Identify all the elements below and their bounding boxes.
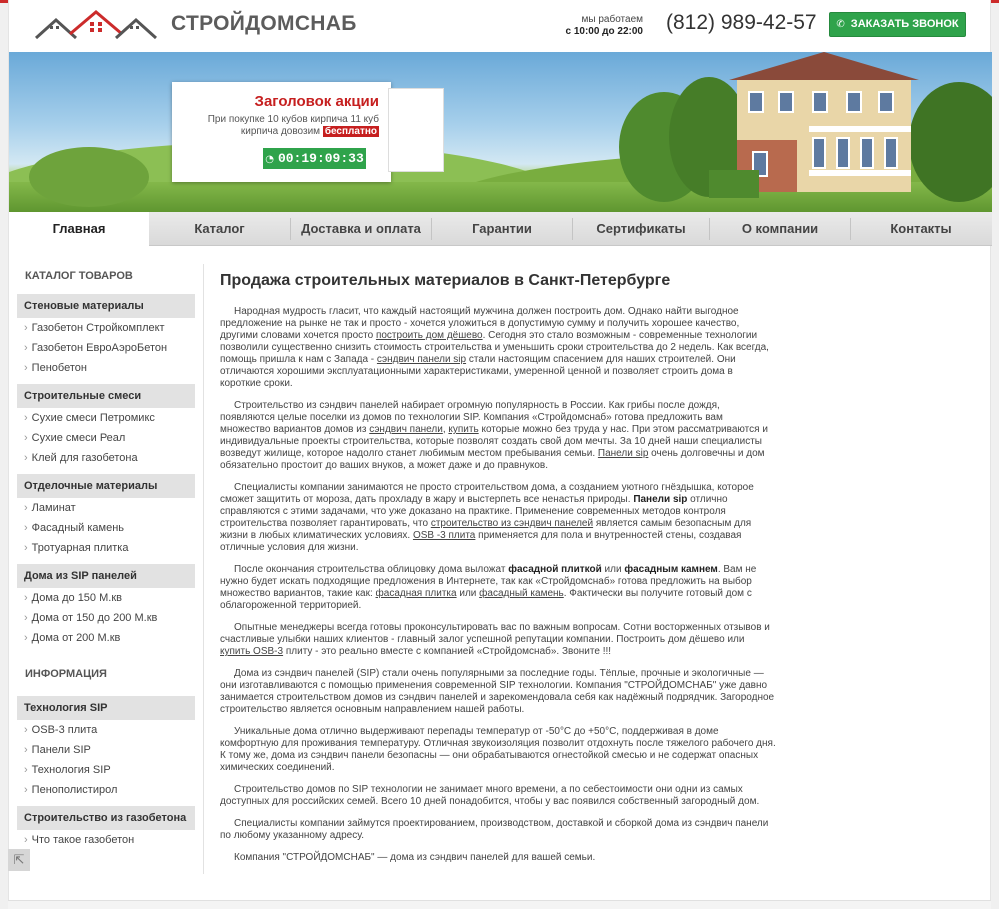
banner-bush	[29, 147, 149, 207]
info-heading: ИНФОРМАЦИЯ	[25, 668, 107, 680]
sidebar	[17, 264, 195, 850]
phone-icon: ✆	[836, 19, 845, 30]
paragraph	[220, 482, 776, 554]
promo-timer	[263, 148, 366, 169]
sidebar-link-label: Клей для газобетона	[31, 452, 138, 464]
sidebar-link-label: Газобетон Стройкомплект	[31, 322, 165, 334]
promo-image	[388, 88, 444, 172]
paragraph: Дома из сэндвич панелей (SIP) стали очень популярными за последние годы. Тёплые, прочные и экологичные — они изготавливаются с помощью применения современной SIP технологии. Компания "СТРОЙДОМСНАБ" уже давно занимается строительством домов из сэндвич панелей и зарекомендовала себя как надёжный подрядчик. Загородное строительство является основным направлением нашей работы.	[220, 668, 775, 715]
bold-text: фасадным камнем	[624, 564, 718, 575]
inline-link[interactable]: купить	[448, 424, 479, 435]
sidebar-link[interactable]	[17, 318, 195, 338]
sidebar-link-label: Технология SIP	[31, 764, 111, 776]
sidebar-link-label: Пенобетон	[31, 362, 87, 374]
house-illustration	[709, 52, 939, 202]
bullet-icon: ›	[24, 592, 28, 604]
bullet-icon: ›	[24, 764, 28, 776]
promo-text-part: кирпича довозим	[240, 126, 321, 137]
sidebar-link[interactable]	[17, 518, 195, 538]
bullet-icon: ›	[24, 784, 28, 796]
sidebar-link[interactable]	[17, 780, 195, 800]
hero-banner	[9, 52, 992, 212]
bullet-icon: ›	[24, 542, 28, 554]
bullet-icon: ›	[24, 432, 28, 444]
paragraph: Строительство домов по SIP технологии не занимает много времени, а по себестоимости они одни из самых доступных для российских семей. Всего 10 дней понадобится, чтобы у вас появился собственный загородный дом.	[220, 784, 760, 807]
resize-icon[interactable]: ⇱	[8, 849, 30, 871]
sidebar-link[interactable]	[17, 628, 195, 648]
paragraph: Компания "СТРОЙДОМСНАБ" — дома из сэндвич панелей для вашей семьи.	[234, 852, 596, 863]
logo-icon[interactable]	[34, 8, 159, 40]
brand-name[interactable]: СТРОЙДОМСНАБ	[171, 12, 357, 35]
sidebar-link-label: Тротуарная плитка	[31, 542, 129, 554]
inline-link[interactable]: построить дом дёшево	[375, 330, 483, 341]
promo-box	[172, 82, 391, 182]
sidebar-link[interactable]	[17, 428, 195, 448]
bullet-icon: ›	[24, 834, 28, 846]
promo-text-line: При покупке 10 кубов кирпича 11 куб	[207, 114, 379, 125]
paragraph	[220, 622, 776, 658]
inline-link[interactable]: фасадная плитка	[375, 588, 457, 599]
sidebar-link[interactable]	[17, 338, 195, 358]
promo-free-badge: бесплатно	[324, 126, 377, 137]
text: или	[456, 588, 480, 599]
text: плиту - это реально вместе с компанией «Стройдомснаб». Звоните !!!	[283, 646, 612, 657]
inline-link[interactable]: сэндвич панели	[369, 424, 443, 435]
sidebar-link-label: Дома до 150 М.кв	[31, 592, 122, 604]
nav-item-contacts[interactable]: Контакты	[890, 221, 952, 236]
nav-item-guarantees[interactable]: Гарантии	[472, 221, 532, 236]
text: . Сегодня это стало возможным - современные технологии позволили существенно снизить стоимость строительства и уменьшить сроки строительства до 2 недель. Как всегда, помощь пришла к нам с Запада -	[220, 330, 769, 365]
page-title: Продажа строительных материалов в Санкт-Петербурге	[220, 272, 671, 289]
sidebar-category[interactable]: Строительные смеси	[17, 384, 195, 408]
hours-label: мы работаем	[581, 14, 643, 25]
nav-item-delivery[interactable]: Доставка и оплата	[301, 221, 421, 236]
text: отлично справляются с этими задачами, что уже доказано на практике. Применение современных методов контроля строительства позволяет гарантировать, что	[220, 494, 728, 529]
text: Строительство из сэндвич панелей набирает огромную популярность в России. Как грибы после дождя, появляются целые поселки из домов по технологии SIP. Компания «Стройдомснаб» готова предложить вам множество вариантов домов из	[220, 400, 723, 435]
text: которые можно без труда у нас. При этом рассматриваются и индивидуальные проекты строительства, которые позволят создать свой дом мечты. За 10 дней наши специалисты возведут жилище, которое надолго станет любимым местом пребывания семьи.	[220, 424, 768, 459]
sidebar-category[interactable]: Дома из SIP панелей	[17, 564, 195, 588]
nav-item-about[interactable]: О компании	[741, 221, 819, 236]
text: применяется для пола и внутренностей стены, создавая отличные условия для жизни.	[220, 530, 742, 553]
bullet-icon: ›	[24, 502, 28, 514]
text: ,	[442, 424, 449, 435]
footer-strip	[8, 900, 991, 909]
bold-text: Панели sip	[633, 494, 688, 505]
bullet-icon: ›	[24, 452, 28, 464]
sidebar-link[interactable]	[17, 830, 195, 850]
call-back-label: ЗАКАЗАТЬ ЗВОНОК	[850, 18, 959, 30]
timer-value: 00:19:09:33	[277, 151, 364, 166]
bullet-icon: ›	[24, 724, 28, 736]
sidebar-link[interactable]	[17, 448, 195, 468]
sidebar-link-label: Газобетон ЕвроАэроБетон	[31, 342, 168, 354]
paragraph	[220, 306, 776, 390]
sidebar-link[interactable]	[17, 760, 195, 780]
sidebar-link[interactable]	[17, 740, 195, 760]
sidebar-link[interactable]	[17, 538, 195, 558]
main-content	[203, 264, 788, 874]
catalog-heading: КАТАЛОГ ТОВАРОВ	[25, 270, 133, 282]
phone-number[interactable]: (812) 989-42-57	[666, 11, 817, 34]
working-hours	[549, 14, 643, 38]
bold-text: фасадной плиткой	[508, 564, 602, 575]
inline-link[interactable]: сэндвич панели sip	[376, 354, 467, 365]
sidebar-link-label: OSB-3 плита	[31, 724, 98, 736]
hours-value: с 10:00 до 22:00	[565, 26, 643, 37]
text: . Вам не нужно будет искать подходящие предложения в Интернете, так как «Стройдомснаб» готова предложить на выбор множество вариантов, такие как:	[220, 564, 757, 599]
paragraph	[220, 564, 776, 612]
article-body	[220, 306, 776, 874]
sidebar-link[interactable]	[17, 358, 195, 378]
sidebar-link-label: Ламинат	[31, 502, 76, 514]
paragraph	[220, 400, 776, 472]
text: Народная мудрость гласит, что каждый настоящий мужчина должен построить дом. Однако найти выгодное предложение на рынке не так и просто - хочется уложиться в допустимую сумму и получить хорошее качество, другими словами хочется просто	[220, 306, 740, 341]
sidebar-category[interactable]: Технология SIP	[17, 696, 195, 720]
call-back-button[interactable]	[829, 12, 966, 37]
bullet-icon: ›	[24, 322, 28, 334]
promo-text	[172, 114, 379, 138]
inline-link[interactable]: строительство из сэндвич панелей	[430, 518, 594, 529]
sidebar-link[interactable]	[17, 720, 195, 740]
text: Специалисты компании занимаются не просто строительством дома, а созданием уютного гнёздышка, которое сможет защитить от мороза, дать прохладу в жару и выстерпеть все ненастья природы.	[220, 482, 754, 505]
sidebar-link-label: Сухие смеси Петромикс	[31, 412, 155, 424]
text: или	[601, 564, 625, 575]
sidebar-category[interactable]: Отделочные материалы	[17, 474, 195, 498]
text: Опытные менеджеры всегда готовы проконсультировать вас по важным вопросам. Сотни восторженных отзывов и счастливые улыбки наших клиентов - главный залог успешной репутации компании. Построить дом дёшево или	[220, 622, 770, 645]
sidebar-link[interactable]	[17, 608, 195, 628]
main-nav	[9, 212, 992, 246]
nav-item-certificates[interactable]: Сертификаты	[596, 221, 686, 236]
sidebar-category[interactable]: Строительство из газобетона	[17, 806, 195, 830]
sidebar-link-label: Дома от 200 М.кв	[31, 632, 121, 644]
bullet-icon: ›	[24, 744, 28, 756]
sidebar-link-label: Сухие смеси Реал	[31, 432, 126, 444]
sidebar-link[interactable]	[17, 498, 195, 518]
sidebar-link-label: Панели SIP	[31, 744, 91, 756]
clock-icon: ◔	[265, 154, 274, 165]
paragraph: Специалисты компании займутся проектированием, производством, доставкой и сборкой дома из сэндвич панели по любому указанному адресу.	[220, 818, 769, 841]
text: стали настоящим спасением для наших строителей. Они отличаются хорошими эксплуатационными характеристиками, умеренной ценной и позволяет строить дома в короткие сроки.	[220, 354, 736, 389]
sidebar-link[interactable]	[17, 408, 195, 428]
bullet-icon: ›	[24, 612, 28, 624]
text: . Фактически вы получите готовый дом с облагороженной территорией.	[220, 588, 752, 611]
sidebar-link-label: Что такое газобетон	[31, 834, 135, 846]
inline-link[interactable]: фасадный камень	[479, 588, 564, 599]
nav-item-home[interactable]: Главная	[9, 212, 149, 247]
bullet-icon: ›	[24, 522, 28, 534]
inline-link[interactable]: Панели sip	[597, 448, 649, 459]
promo-title: Заголовок акции	[254, 93, 379, 110]
sidebar-link-label: Пенополистирол	[31, 784, 118, 796]
bullet-icon: ›	[24, 632, 28, 644]
inline-link[interactable]: купить OSB-3	[220, 646, 284, 657]
paragraph: Уникальные дома отлично выдерживают перепады температур от -50°C до +50°C, поддерживая в доме комфортную для проживания температуру. Отличная звукоизоляция позволит отдохнуть после тяжелого рабочего дня. К тому же, дома из сэндвич панели безопасны — они обрабатываются огнестойкой смесью и не содержат опасных химических соединений.	[220, 726, 776, 773]
sidebar-link-label: Фасадный камень	[31, 522, 125, 534]
text: является самым безопасным для жизни в любых климатических условиях.	[220, 518, 752, 541]
inline-link[interactable]: OSB -3 плита	[412, 530, 476, 541]
sidebar-category[interactable]: Стеновые материалы	[17, 294, 195, 318]
bullet-icon: ›	[24, 342, 28, 354]
bullet-icon: ›	[24, 412, 28, 424]
bullet-icon: ›	[24, 362, 28, 374]
nav-item-catalog[interactable]: Каталог	[194, 221, 245, 236]
promo-text-line	[172, 126, 379, 138]
sidebar-link[interactable]	[17, 588, 195, 608]
page-container	[8, 0, 991, 909]
sidebar-link-label: Дома от 150 до 200 М.кв	[31, 612, 158, 624]
text: После окончания строительства облицовку дома выложат	[234, 564, 509, 575]
text: очень долговечны и дом обязательно простоит до ваших внуков, а может даже и до правнуков.	[220, 448, 765, 471]
